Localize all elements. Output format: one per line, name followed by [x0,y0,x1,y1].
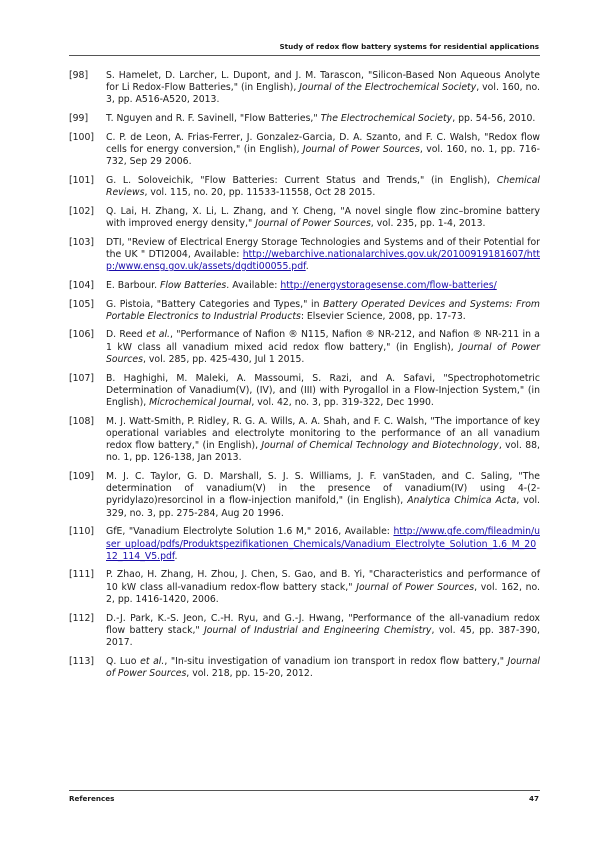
reference-italic-text: Battery Operated Devices and Systems: From Portable Electronics to Industrial Products [106,298,540,322]
reference-entry [69,280,540,292]
reference-plain-text: G. Pistoia, "Battery Categories and Types," in [106,298,324,310]
reference-plain-text: , vol. 160, no. 1, pp. 716-732, Sep 29 2006. [106,144,540,168]
reference-text [106,613,540,648]
reference-entry [69,373,540,410]
reference-text [106,471,540,519]
reference-plain-text: G. L. Soloveichik, "Flow Batteries: Current Status and Trends," (in English), [106,174,497,186]
reference-number: [105] [69,298,94,310]
reference-italic-text: Flow Batteries [160,279,227,291]
reference-number: [109] [69,470,94,482]
reference-entry [69,569,540,606]
reference-italic-text: The Electrochemical Society [320,113,453,125]
reference-entry [69,656,540,680]
reference-plain-text: M. J. C. Taylor, G. D. Marshall, S. J. S. Williams, J. F. vanStaden, and C. Saling, "The determination of vanadium(V) in the presence of vanadium(IV) using 4-(2-pyridylazo)resorcinol in a flow-injection manifold," (in English), [106,470,540,507]
reference-plain-text: . Available: [226,279,281,291]
reference-number: [108] [69,415,94,427]
header-rule [69,55,540,56]
reference-italic-text: Microchemical Journal [149,396,252,408]
reference-plain-text: , vol. 45, pp. 387-390, 2017. [106,624,540,648]
reference-plain-text: , vol. 42, no. 3, pp. 319-322, Dec 1990. [251,396,434,408]
reference-entry [69,526,540,563]
reference-number: [112] [69,612,94,624]
reference-italic-text: et al. [146,329,170,341]
reference-text [106,526,540,561]
reference-number: [101] [69,174,94,186]
reference-italic-text: Journal of Industrial and Engineering Chemistry [204,624,432,636]
reference-entry [69,613,540,650]
reference-text [106,656,540,679]
reference-text [106,113,535,124]
reference-plain-text: , vol. 160, no. 3, pp. A516-A520, 2013. [106,82,540,106]
reference-text [106,280,497,291]
reference-italic-text: Journal of Power Sources [302,144,420,156]
reference-entry [69,299,540,323]
reference-plain-text: E. Barbour. [106,279,161,291]
reference-plain-text: , vol. 115, no. 20, pp. 11533-11558, Oct 28 2015. [144,187,376,199]
reference-entry [69,237,540,274]
reference-plain-text: B. Haghighi, M. Maleki, A. Massoumi, S. Razi, and A. Safavi, "Spectrophotometric Determination of Vanadium(V), (IV), and (III) with Pyrogallol in a Flow-Injection System," (in English), [106,372,540,408]
reference-number: [110] [69,526,94,538]
reference-plain-text: C. P. de Leon, A. Frias-Ferrer, J. Gonzalez-Garcia, D. A. Szanto, and F. C. Walsh, "Redox flow cells for energy conversion," (in English), [106,131,540,156]
reference-number: [107] [69,372,94,384]
reference-italic-text: Journal of Power Sources [356,581,475,593]
reference-number: [98] [69,70,89,81]
reference-number: [99] [69,113,89,125]
reference-plain-text: . [305,261,309,273]
reference-number: [100] [69,131,94,143]
reference-plain-text: , "Performance of Nafion ® N115, Nafion ® NR-212, and Nafion ® NR-211 in a 1 kW class all vanadium mixed acid redox flow battery," (in English), [106,329,540,353]
reference-plain-text: P. Zhao, H. Zhang, H. Zhou, J. Chen, S. Gao, and B. Yi, "Characteristics and performance of 10 kW class all-vanadium redox-flow battery stack," [106,569,540,593]
page-header-title: Study of redox flow battery systems for residential applications [279,42,539,51]
footer-section-label: References [69,794,115,803]
reference-number: [111] [69,569,94,581]
reference-text [106,132,540,167]
reference-plain-text: : Elsevier Science, 2008, pp. 17-73. [300,310,466,322]
reference-plain-text: Q. Luo [106,655,141,667]
reference-plain-text: S. Hamelet, D. Larcher, L. Dupont, and J. M. Tarascon, "Silicon-Based Non Aqueous Anolyte for Li Redox-Flow Batteries," (in English), [106,70,540,94]
reference-text [106,70,540,105]
reference-entry [69,471,540,520]
reference-number: [102] [69,205,94,217]
reference-entry [69,70,540,107]
reference-entry [69,206,540,230]
reference-italic-text: Journal of Power Sources [106,341,540,365]
reference-plain-text: , pp. 54-56, 2010. [452,113,536,125]
reference-text [106,569,540,604]
reference-plain-text: GfE, "Vanadium Electrolyte Solution 1.6 M," 2016, Available: [106,526,394,538]
reference-text [106,329,540,364]
reference-entry [69,416,540,465]
reference-text [106,373,540,408]
reference-plain-text: , vol. 218, pp. 15-20, 2012. [186,667,313,679]
reference-text [106,416,540,464]
reference-plain-text: , vol. 285, pp. 425-430, Jul 1 2015. [142,353,305,365]
reference-plain-text: Q. Lai, H. Zhang, X. Li, L. Zhang, and Y. Cheng, "A novel single flow zinc–bromine battery with improved energy density," [106,205,540,230]
reference-entry [69,175,540,199]
reference-plain-text: , vol. 88, no. 1, pp. 126-138, Jan 2013. [106,440,540,464]
reference-italic-text: et al. [140,655,165,667]
reference-text [106,237,540,272]
reference-plain-text: D. Reed [106,329,147,341]
reference-italic-text: Journal of Power Sources [255,218,371,230]
reference-entry [69,113,540,125]
reference-plain-text: D.-J. Park, K.-S. Jeon, C.-H. Ryu, and G.-J. Hwang, "Performance of the all-vanadium redox flow battery stack," [106,612,540,636]
reference-number: [104] [69,279,94,291]
reference-plain-text: T. Nguyen and R. F. Savinell, "Flow Batteries," [106,113,321,125]
reference-entry [69,132,540,169]
reference-list [69,70,540,687]
reference-italic-text: Chemical Reviews [106,174,540,199]
reference-text [106,175,540,198]
reference-number: [106] [69,329,94,341]
reference-italic-text: Journal of Power Sources [106,655,540,679]
reference-italic-text: Journal of Chemical Technology and Biotechnology [261,440,499,452]
reference-entry [69,329,540,366]
reference-text [106,206,540,229]
reference-plain-text: , vol. 162, no. 2, pp. 1416-1420, 2006. [106,581,540,605]
reference-link[interactable]: http://www.gfe.com/fileadmin/user_upload/pdfs/Produktspezifikationen_Chemicals/Vanadium_Electrolyte_Solution_1.6_M_2012_114_V5.pdf [106,526,540,562]
reference-link[interactable]: http://webarchive.nationalarchives.gov.uk/20100919181607/http:/www.ensg.gov.uk/assets/dgdti00055.pdf [106,248,540,273]
reference-plain-text: , vol. 235, pp. 1-4, 2013. [370,218,486,230]
reference-plain-text: , "In-situ investigation of vanadium ion transport in redox flow battery," [164,655,508,667]
reference-plain-text: DTI, "Review of Electrical Energy Storage Technologies and Systems and of their Potential for the UK " DTI2004, Available: [106,236,540,260]
reference-italic-text: Analytica Chimica Acta [407,495,517,507]
reference-plain-text: . [174,550,178,562]
reference-link[interactable]: http://energystoragesense.com/flow-batteries/ [280,279,497,291]
reference-text [106,299,540,322]
reference-italic-text: Journal of the Electrochemical Society [299,82,477,94]
footer-rule [69,790,540,791]
reference-plain-text: M. J. Watt-Smith, P. Ridley, R. G. A. Wills, A. A. Shah, and F. C. Walsh, "The importance of key operational variables and electrolyte monitoring to the performance of an all vanadium redox flow battery," (in English), [106,415,540,452]
reference-number: [113] [69,655,94,667]
reference-number: [103] [69,236,94,248]
page-number: 47 [528,794,539,803]
reference-plain-text: , vol. 329, no. 3, pp. 275-284, Aug 20 1996. [106,495,541,519]
